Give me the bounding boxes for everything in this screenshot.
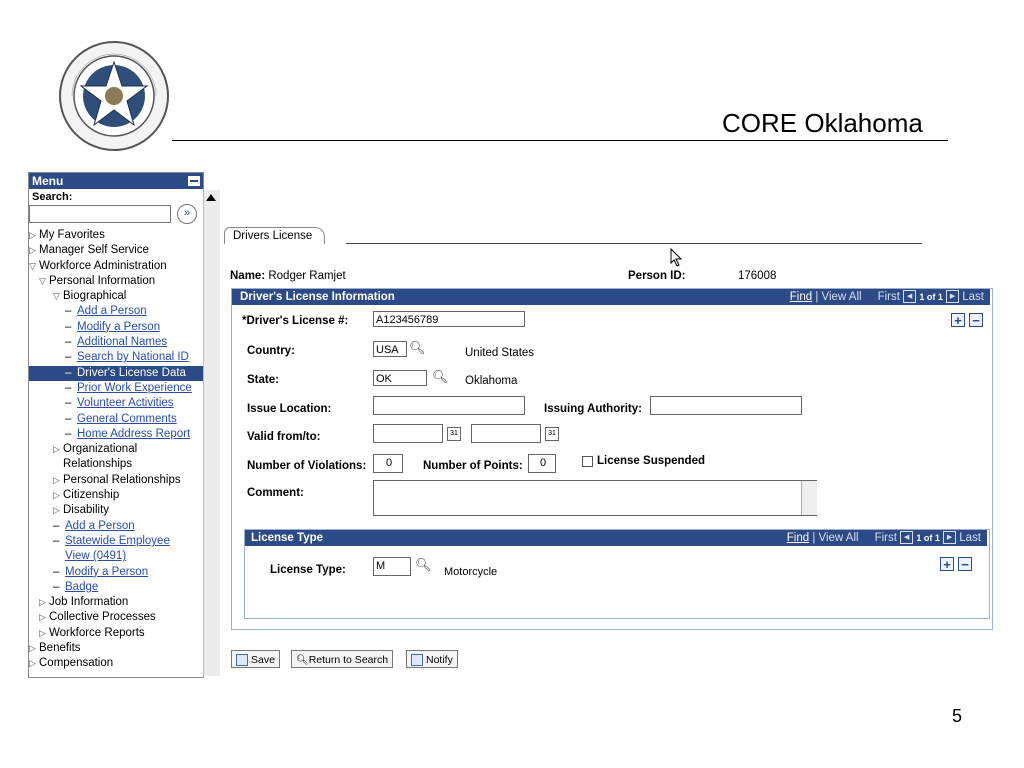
menu-title: Menu xyxy=(32,174,64,188)
points-field[interactable]: 0 xyxy=(528,454,556,473)
menu-item-label: General Comments xyxy=(77,412,177,425)
license-info-title: Driver's License Information xyxy=(240,291,395,303)
expanded-triangle-icon[interactable]: ▽ xyxy=(39,275,46,286)
add-row-icon[interactable]: + xyxy=(940,557,954,571)
name-label: Name: xyxy=(230,270,266,282)
menu-item[interactable] xyxy=(29,457,203,472)
collapsed-triangle-icon[interactable]: ▷ xyxy=(53,474,60,485)
menu-item[interactable] xyxy=(29,595,203,610)
menu-item[interactable] xyxy=(29,350,203,365)
last-link[interactable]: Last xyxy=(962,291,984,303)
menu-item-label: Personal Relationships xyxy=(63,473,181,486)
menu-item-label: Compensation xyxy=(39,657,114,670)
collapsed-triangle-icon[interactable]: ▷ xyxy=(39,597,46,608)
notify-button[interactable] xyxy=(406,650,458,668)
country-description: United States xyxy=(465,347,535,359)
collapsed-triangle-icon[interactable]: ▷ xyxy=(53,444,60,455)
menu-item[interactable] xyxy=(29,259,203,274)
dash-bullet: – xyxy=(53,580,60,593)
return-button-label: Return to Search xyxy=(308,654,389,666)
menu-item-label: Search by National ID xyxy=(77,351,189,364)
menu-tree xyxy=(29,228,203,672)
menu-item[interactable] xyxy=(29,412,203,427)
menu-item[interactable] xyxy=(29,656,203,671)
collapsed-triangle-icon[interactable]: ▷ xyxy=(39,627,46,638)
collapsed-triangle-icon[interactable]: ▷ xyxy=(29,245,36,256)
dash-bullet: – xyxy=(53,519,60,532)
license-type-description: Motorcycle xyxy=(444,566,498,578)
menu-item[interactable] xyxy=(29,641,203,656)
menu-item-label: View (0491) xyxy=(65,550,127,563)
menu-item-label: Relationships xyxy=(63,458,133,471)
issuing-authority-label: Issuing Authority: xyxy=(544,403,642,415)
dash-bullet: – xyxy=(65,320,72,333)
save-disk-icon xyxy=(236,654,248,666)
country-label: Country: xyxy=(247,345,295,357)
menu-item-label: Citizenship xyxy=(63,489,120,502)
dash-bullet: – xyxy=(65,397,72,410)
person-id-label: Person ID: xyxy=(628,270,686,282)
menu-item-label: My Favorites xyxy=(39,229,105,241)
person-id-value: 176008 xyxy=(738,270,777,282)
violations-field[interactable]: 0 xyxy=(373,454,403,473)
menu-item-label: Volunteer Activities xyxy=(77,397,174,410)
state-lookup-icon[interactable]: 🔍︎ xyxy=(432,369,449,384)
menu-item-label: Home Address Report xyxy=(77,427,191,440)
issuing-authority-field[interactable] xyxy=(650,396,802,415)
employee-name: Rodger Ramjet xyxy=(268,270,346,282)
slide-title: CORE Oklahoma xyxy=(722,108,923,138)
dash-bullet: – xyxy=(65,336,72,349)
comment-scrollbar[interactable] xyxy=(801,481,817,515)
menu-item-label: Collective Processes xyxy=(49,611,156,624)
menu-item-label: Add a Person xyxy=(77,305,147,318)
calendar-icon[interactable]: 31 xyxy=(545,427,559,441)
license-number-field[interactable]: A123456789 xyxy=(373,311,525,327)
violations-label: Number of Violations: xyxy=(247,460,367,472)
menu-item-label: Biographical xyxy=(63,290,127,303)
view-all-link[interactable]: View All xyxy=(818,532,859,544)
issue-location-label: Issue Location: xyxy=(247,403,332,415)
license-type-navigation: Find | View All First ◀ 1 of 1 ▶ Last xyxy=(786,532,981,544)
state-label: State: xyxy=(247,374,279,386)
dash-bullet: – xyxy=(53,565,60,578)
magnifier-icon: 🔍︎ xyxy=(296,655,309,666)
license-suspended-label: License Suspended xyxy=(597,455,706,467)
menu-item[interactable] xyxy=(29,488,203,503)
comment-textarea[interactable] xyxy=(373,480,817,516)
page-number: 5 xyxy=(952,706,963,726)
menu-item-label: Manager Self Service xyxy=(39,244,149,257)
menu-item-label: Badge xyxy=(65,580,99,593)
menu-item[interactable] xyxy=(29,304,203,319)
collapsed-triangle-icon[interactable]: ▷ xyxy=(39,612,46,623)
license-type-title: License Type xyxy=(251,532,324,544)
menu-item[interactable] xyxy=(29,335,203,350)
row-count: 1 of 1 xyxy=(916,533,940,543)
menu-item-label: Prior Work Experience xyxy=(77,381,192,394)
dash-bullet: – xyxy=(53,534,60,547)
notify-icon xyxy=(411,654,423,666)
dash-bullet: – xyxy=(65,381,72,394)
menu-item[interactable] xyxy=(29,243,203,258)
menu-item-label: Add a Person xyxy=(65,519,135,532)
license-info-navigation: Find | View All First ◀ 1 of 1 ▶ Last xyxy=(789,291,984,303)
menu-scrollbar[interactable] xyxy=(203,190,220,676)
menu-item-label: Organizational xyxy=(63,443,138,456)
menu-item[interactable] xyxy=(29,473,203,488)
comment-label: Comment: xyxy=(247,487,304,499)
menu-item[interactable] xyxy=(29,396,203,411)
first-link[interactable]: First xyxy=(874,532,897,544)
menu-item[interactable] xyxy=(29,320,203,335)
previous-arrow-icon[interactable]: ◀ xyxy=(900,531,913,544)
menu-item[interactable] xyxy=(29,289,203,304)
state-description: Oklahoma xyxy=(465,375,518,387)
dash-bullet: – xyxy=(65,305,72,318)
menu-item-label: Job Information xyxy=(49,596,129,609)
title-underline xyxy=(172,140,948,141)
menu-item-label: Driver's License Data xyxy=(77,366,186,379)
collapse-icon[interactable] xyxy=(188,176,200,186)
license-type-header xyxy=(245,530,987,546)
menu-item-label: Modify a Person xyxy=(77,320,161,333)
dash-bullet: – xyxy=(65,427,72,440)
menu-item[interactable] xyxy=(29,381,203,396)
license-number-label: *Driver's License #: xyxy=(242,315,349,327)
dash-bullet: – xyxy=(65,412,72,425)
valid-from-to-label: Valid from/to: xyxy=(247,431,321,443)
menu-item-label: Benefits xyxy=(39,642,81,655)
save-button-label: Save xyxy=(251,654,275,666)
menu-item[interactable] xyxy=(29,274,203,289)
menu-item[interactable] xyxy=(29,565,203,580)
valid-to-field[interactable] xyxy=(471,424,541,443)
menu-item[interactable] xyxy=(29,366,203,381)
valid-from-field[interactable] xyxy=(373,424,443,443)
menu-item[interactable] xyxy=(29,503,203,518)
save-button[interactable] xyxy=(231,650,280,668)
first-link[interactable]: First xyxy=(877,291,900,303)
menu-item-label: Modify a Person xyxy=(65,565,149,578)
find-link[interactable]: Find xyxy=(786,532,810,544)
menu-item-label: Personal Information xyxy=(49,274,156,287)
license-type-label: License Type: xyxy=(270,564,346,576)
dash-bullet: – xyxy=(65,366,72,379)
license-info-header xyxy=(232,289,990,305)
row-count: 1 of 1 xyxy=(919,292,943,302)
next-arrow-icon[interactable]: ▶ xyxy=(943,531,956,544)
calendar-icon[interactable]: 31 xyxy=(447,427,461,441)
issue-location-field[interactable] xyxy=(373,396,525,415)
menu-item[interactable] xyxy=(29,442,203,457)
last-link[interactable]: Last xyxy=(959,532,981,544)
menu-item[interactable] xyxy=(29,626,203,641)
office-of-state-finance-seal xyxy=(58,40,170,152)
menu-item-label: Additional Names xyxy=(77,336,168,349)
expanded-triangle-icon[interactable]: ▽ xyxy=(29,260,36,271)
dash-bullet: – xyxy=(65,351,72,364)
country-field[interactable]: USA xyxy=(373,341,407,357)
collapsed-triangle-icon[interactable]: ▷ xyxy=(53,505,60,516)
menu-item-label: Disability xyxy=(63,504,110,517)
tab-drivers-license[interactable]: Drivers License xyxy=(224,227,325,244)
menu-search-input[interactable] xyxy=(29,205,171,223)
navigation-menu xyxy=(28,172,204,678)
menu-item[interactable] xyxy=(29,549,203,564)
previous-arrow-icon[interactable]: ◀ xyxy=(903,290,916,303)
delete-row-icon[interactable]: − xyxy=(958,557,972,571)
menu-item[interactable] xyxy=(29,228,203,243)
notify-button-label: Notify xyxy=(426,654,453,666)
delete-row-icon[interactable]: − xyxy=(969,313,983,327)
tab-underline xyxy=(346,243,922,244)
scroll-up-arrow-icon[interactable] xyxy=(205,192,217,204)
points-label: Number of Points: xyxy=(423,460,523,472)
next-arrow-icon[interactable]: ▶ xyxy=(946,290,959,303)
return-to-search-button[interactable] xyxy=(291,650,393,668)
collapsed-triangle-icon[interactable]: ▷ xyxy=(53,490,60,501)
collapsed-triangle-icon[interactable]: ▷ xyxy=(29,643,36,654)
collapsed-triangle-icon[interactable]: ▷ xyxy=(29,230,36,240)
search-go-icon[interactable]: » xyxy=(177,204,197,224)
collapsed-triangle-icon[interactable]: ▷ xyxy=(29,658,36,669)
menu-item-label: Statewide Employee xyxy=(65,534,170,547)
expanded-triangle-icon[interactable]: ▽ xyxy=(53,291,60,302)
search-label: Search: xyxy=(32,191,73,203)
view-all-link[interactable]: View All xyxy=(821,291,862,303)
menu-item[interactable] xyxy=(29,610,203,625)
license-type-lookup-icon[interactable]: 🔍︎ xyxy=(415,557,432,572)
menu-item[interactable] xyxy=(29,534,203,549)
country-lookup-icon[interactable]: 🔍︎ xyxy=(409,340,426,355)
find-link[interactable]: Find xyxy=(789,291,813,303)
license-type-field[interactable]: M xyxy=(373,557,411,576)
menu-header xyxy=(29,173,203,189)
menu-item[interactable] xyxy=(29,427,203,442)
menu-item-label: Workforce Administration xyxy=(39,259,167,272)
employee-name-row xyxy=(230,270,346,282)
menu-item[interactable] xyxy=(29,519,203,534)
license-suspended-checkbox[interactable] xyxy=(582,456,593,467)
menu-item[interactable] xyxy=(29,580,203,595)
state-field[interactable]: OK xyxy=(373,370,427,386)
add-row-icon[interactable]: + xyxy=(951,313,965,327)
menu-item-label: Workforce Reports xyxy=(49,626,145,639)
